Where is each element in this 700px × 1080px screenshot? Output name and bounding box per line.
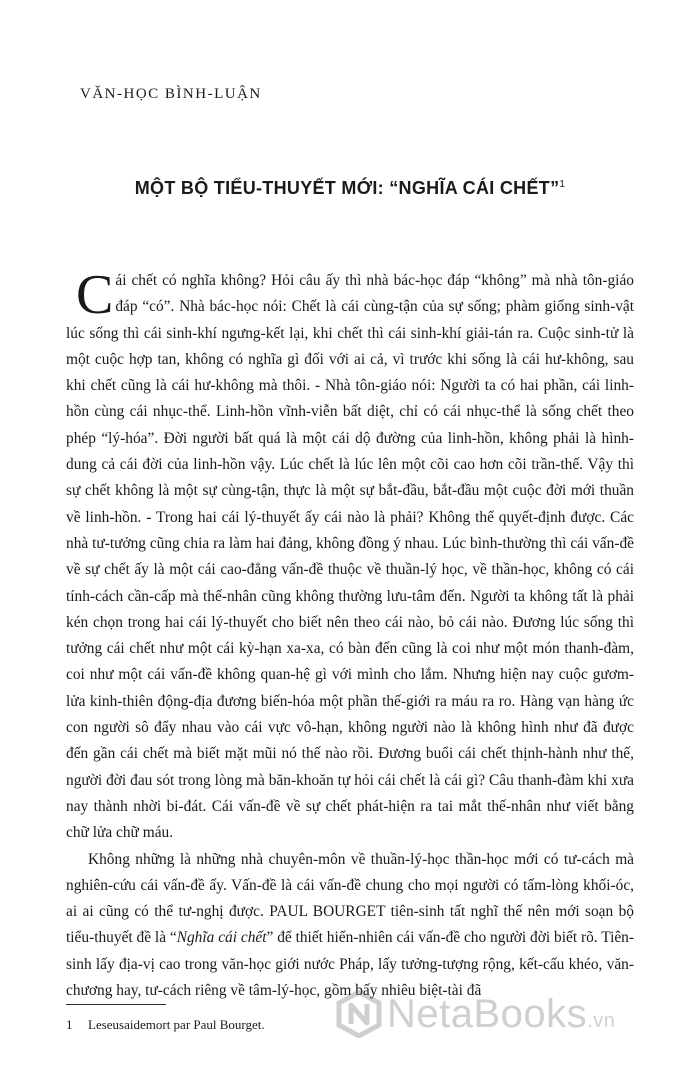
footnote (66, 1017, 265, 1033)
paragraph-1-text: ái chết có nghĩa không? Hỏi câu ấy thì nhà bác-học đáp “không” mà nhà tôn-giáo đáp “có”. Nhà bác-học nói: Chết là cái cùng-tận của sự sống; phàm giống sinh-vật lúc sống thì cái sinh-khí ngưng-kết lại, khi chết thì cái sinh-khí giải-tán ra. Cuộc sinh-tử là một cuộc hợp tan, không có nghĩa gì đối với ai cả, vì trước khi sống là cái hư-không, sau khi chết cũng là cái hư-không mà thôi. - Nhà tôn-giáo nói: Người ta có hai phần, cái linh-hồn cùng cái nhục-thể. Linh-hồn vĩnh-viễn bất diệt, chỉ có cái nhục-thể là sống chết theo phép “lý-hóa”. Đời người bất quá là một cái dộ đường của linh-hồn, không phải là hình-dung cả cái đời của linh-hồn vậy. Lúc chết là lúc lên một cõi cao hơn cõi trần-thế. Vậy thì sự chết không là một sự cùng-tận, thực là một sự bắt-đầu, bắt-đầu một cuộc đời mới thuần về linh-hồn. - Trong hai cái lý-thuyết ấy cái nào là phải? Không thể quyết-định được. Các nhà tư-tưởng cũng chia ra làm hai đảng, không đồng ý nhau. Lúc bình-thường thì cái vấn-đề về sự chết ấy là một cái cao-đẳng vấn-đề thuộc về thuần-lý học, về thần-học, không có cái tính-cách cần-cấp mà thế-nhân cũng không thường lưu-tâm đến. Người ta không tất là phải kén chọn trong hai cái lý-thuyết cho biết nên theo cái nào, bỏ cái nào. Đương lúc sống thì tưởng cái chết như một cái kỳ-hạn xa-xa, có bàn đến cũng là coi như một món thanh-đàm, coi như một cái vấn-đề không quan-hệ gì với mình cho lắm. Nhưng hiện nay cuộc gươm-lửa kinh-thiên động-địa đương biến-hóa một phần thế-giới ra máu ra ro. Hàng vạn hàng ức con người sô đẩy nhau vào cái vực vô-hạn, không người nào là không hình như đã được đến gần cái chết mà biết mặt mũi nó thế nào rồi. Đương buổi cái chết thịnh-hành như thế, người đời đau sót trong lòng mà băn-khoăn tự hỏi cái chết là cái gì? Câu thanh-đàm khi xưa nay thành nhời bi-đát. Cái vấn-đề về sự chết phát-hiện ra tai mắt thế-nhân như viết bằng chữ lửa chữ máu. (66, 272, 634, 842)
paragraph-2-text-start: Không những là những nhà chuyên-môn về thuần-lý-học thần-học mới có tư-cách mà nghiên-cứu cái vấn-đề ấy. Vấn-đề là cái vấn-đề chung cho mọi người có tấm-lòng khối-óc, ai ai cũng có thể tư-nghị được. PAUL BOURGET tiên-sinh tất nghĩ thế nên mới soạn bộ tiểu-thuyết đề là “ (66, 850, 634, 947)
running-head: VĂN-HỌC BÌNH-LUẬN (80, 86, 262, 102)
netabooks-logo-icon (335, 990, 383, 1038)
chapter-title (0, 178, 700, 199)
chapter-title-text: MỘT BỘ TIỂU-THUYẾT MỚI: “NGHĨA CÁI CHẾT” (134, 178, 560, 198)
paragraph-2-text-end: ” để thiết hiển-nhiên cái vấn-đề cho người đời biết rõ. Tiên-sinh lấy địa-vị cao trong văn-học giới nước Pháp, lấy tưởng-tượng rộng, kết-cấu khéo, văn-chương hay, tư-cách riêng về tâm-lý-học, gồm bấy nhiêu biệt-tài đã (66, 929, 634, 1000)
title-footnote-mark: 1 (559, 179, 566, 190)
paragraph-1 (66, 264, 634, 847)
watermark-suffix: .vn (587, 1009, 616, 1032)
watermark (335, 990, 615, 1038)
watermark-brand-text: NetaBooks (387, 991, 588, 1036)
drop-cap: C (76, 264, 114, 326)
paragraph-2 (66, 847, 634, 1005)
footnote-text: Leseusaidemort par Paul Bourget. (88, 1017, 265, 1032)
footnote-divider (66, 1004, 166, 1005)
book-title-italic: Nghĩa cái chết (176, 929, 267, 947)
footnote-number: 1 (66, 1017, 73, 1032)
watermark-brand (387, 992, 615, 1037)
body-text (66, 264, 634, 1004)
